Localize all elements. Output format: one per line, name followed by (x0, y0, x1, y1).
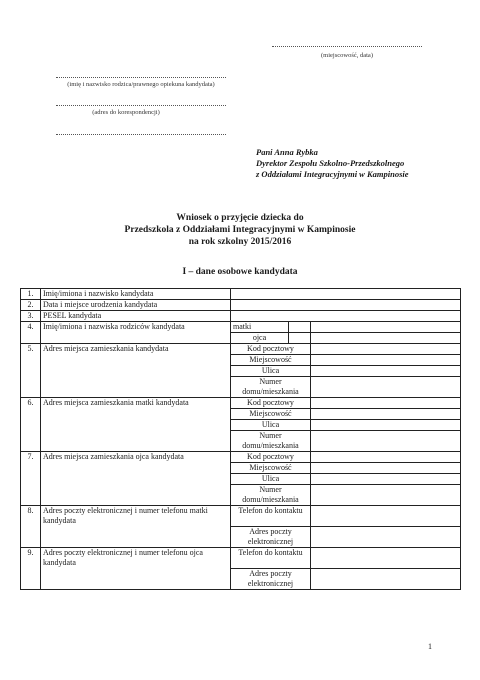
sub-label-email: Adres poczty elektronicznej (231, 569, 311, 590)
row-label: Adres miejsca zamieszkania ojca kandydata (41, 452, 231, 506)
row-number: 3. (21, 311, 41, 322)
father-house-number-field[interactable] (311, 485, 461, 506)
guardian-name-label: (imię i nazwisko rodzica/prawnego opiekuna kandydata) (67, 81, 215, 88)
father-name-field[interactable] (311, 333, 461, 344)
father-street-field[interactable] (311, 474, 461, 485)
row-label: Imię/imiona i nazwiska rodziców kandydata (41, 322, 231, 344)
mother-city-field[interactable] (311, 409, 461, 420)
mother-name-field[interactable] (311, 322, 461, 333)
candidate-street-field[interactable] (311, 366, 461, 377)
row-label: Adres poczty elektronicznej i numer telefonu matki kandydata (41, 506, 231, 548)
addressee-position: Dyrektor Zespołu Szkolno-Przedszkolnego (256, 158, 405, 168)
table-row (21, 289, 461, 300)
row-number: 1. (21, 289, 41, 300)
table-row (21, 311, 461, 322)
table-row (21, 506, 461, 527)
candidate-data-table (20, 288, 461, 590)
sub-label-city: Miejscowość (231, 463, 311, 474)
table-row (21, 344, 461, 355)
sub-label-father: ojca (231, 333, 289, 344)
sub-label-street: Ulica (231, 474, 311, 485)
sub-label-house-number: Numer domu/mieszkania (231, 485, 311, 506)
mother-name-extra[interactable] (289, 322, 311, 333)
father-name-extra[interactable] (289, 333, 311, 344)
father-city-field[interactable] (311, 463, 461, 474)
place-date-label: (miejscowość, data) (321, 52, 373, 59)
addressee-block (256, 147, 466, 180)
row-label: Data i miejsce urodzenia kandydata (41, 300, 231, 311)
table-row (21, 548, 461, 569)
candidate-postal-code-field[interactable] (311, 344, 461, 355)
father-postal-code-field[interactable] (311, 452, 461, 463)
mother-phone-field[interactable] (311, 506, 461, 527)
page-number: 1 (428, 642, 432, 651)
address-line-2 (56, 134, 226, 135)
sub-label-email: Adres poczty elektronicznej (231, 527, 311, 548)
mother-postal-code-field[interactable] (311, 398, 461, 409)
candidate-city-field[interactable] (311, 355, 461, 366)
row-label: Imię/imiona i nazwisko kandydata (41, 289, 231, 300)
sub-label-postal-code: Kod pocztowy (231, 344, 311, 355)
row-label: Adres miejsca zamieszkania matki kandydata (41, 398, 231, 452)
pesel-field[interactable] (231, 311, 461, 322)
sub-label-house-number: Numer domu/mieszkania (231, 431, 311, 452)
row-label: Adres miejsca zamieszkania kandydata (41, 344, 231, 398)
section-title: I – dane osobowe kandydata (182, 267, 298, 277)
row-number: 7. (21, 452, 41, 506)
sub-label-city: Miejscowość (231, 355, 311, 366)
birth-date-place-field[interactable] (231, 300, 461, 311)
row-number: 9. (21, 548, 41, 590)
sub-label-city: Miejscowość (231, 409, 311, 420)
table-row (21, 300, 461, 311)
row-number: 6. (21, 398, 41, 452)
addressee-name: Pani Anna Rybka (256, 147, 318, 157)
address-line-1 (56, 105, 226, 106)
place-date-line (272, 46, 422, 47)
row-label: PESEL kandydata (41, 311, 231, 322)
sub-label-street: Ulica (231, 366, 311, 377)
row-number: 8. (21, 506, 41, 548)
sub-label-mother: matki (231, 322, 289, 333)
row-number: 5. (21, 344, 41, 398)
row-label: Adres poczty elektronicznej i numer telefonu ojca kandydata (41, 548, 231, 590)
guardian-name-line (56, 77, 226, 78)
table-row (21, 452, 461, 463)
row-number: 2. (21, 300, 41, 311)
sub-label-postal-code: Kod pocztowy (231, 398, 311, 409)
mother-email-field[interactable] (311, 527, 461, 548)
document-title: Wniosek o przyjęcie dziecka do Przedszkola z Oddziałami Integracyjnymi w Kampinosie na rok szkolny 2015/2016 (124, 213, 356, 247)
sub-label-phone: Telefon do kontaktu (231, 506, 311, 527)
addressee-institution: z Oddziałami Integracyjnymi w Kampinosie (256, 169, 409, 179)
table-row (21, 398, 461, 409)
sub-label-house-number: Numer domu/mieszkania (231, 377, 311, 398)
father-phone-field[interactable] (311, 548, 461, 569)
candidate-name-field[interactable] (231, 289, 461, 300)
father-email-field[interactable] (311, 569, 461, 590)
sub-label-postal-code: Kod pocztowy (231, 452, 311, 463)
table-row (21, 322, 461, 333)
mother-street-field[interactable] (311, 420, 461, 431)
address-label: (adres do korespondencji) (92, 109, 160, 116)
mother-house-number-field[interactable] (311, 431, 461, 452)
sub-label-phone: Telefon do kontaktu (231, 548, 311, 569)
sub-label-street: Ulica (231, 420, 311, 431)
candidate-house-number-field[interactable] (311, 377, 461, 398)
row-number: 4. (21, 322, 41, 344)
